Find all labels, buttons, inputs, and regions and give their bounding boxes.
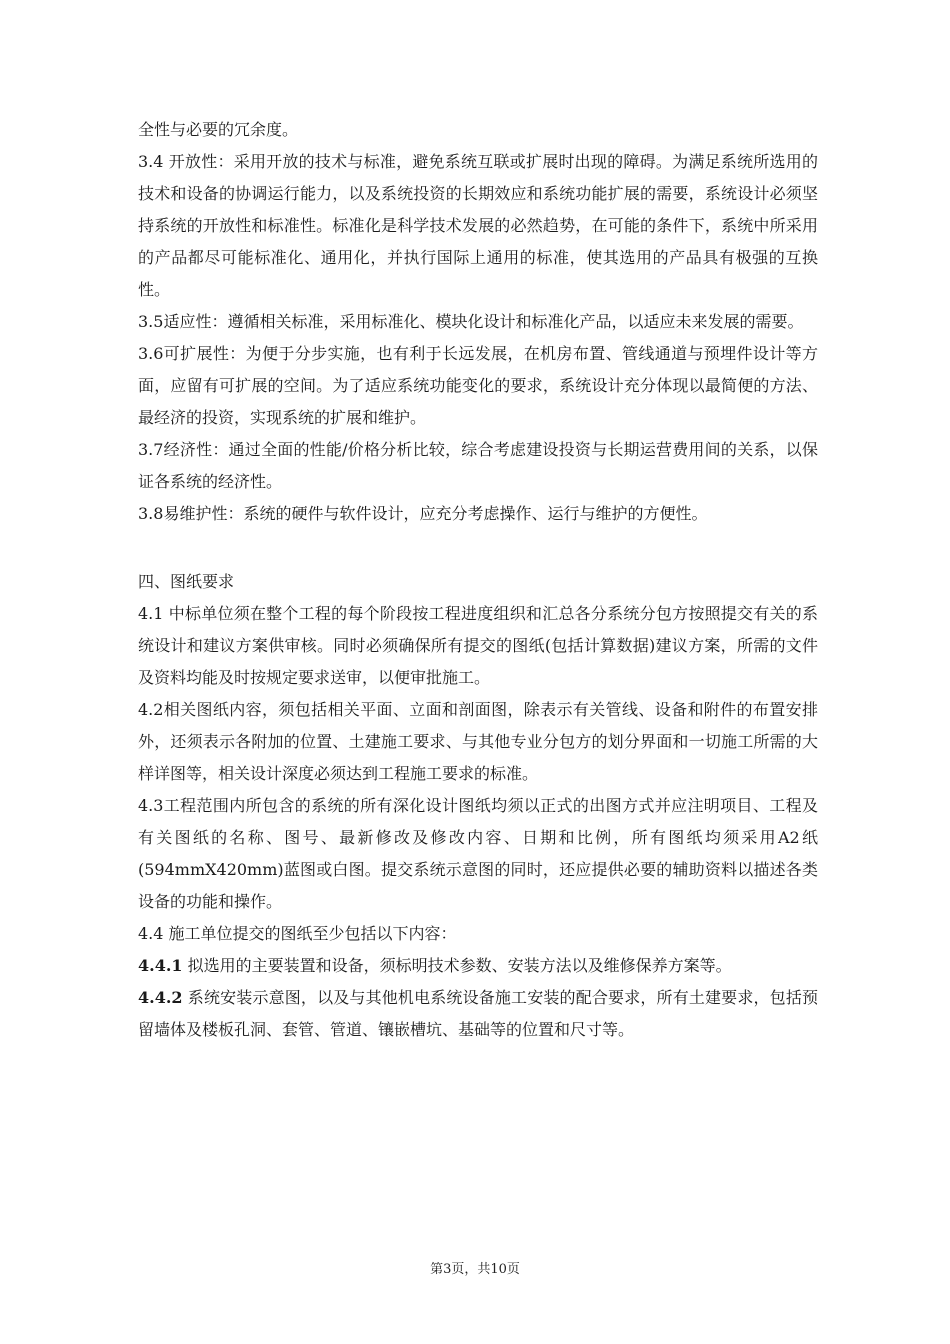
clause-number: 4.4.2 [138, 988, 183, 1007]
clause-number: 4.4.1 [138, 956, 183, 975]
paragraph-economy: 3.7经济性：通过全面的性能/价格分析比较，综合考虑建设投资与长期运营费用间的关系，以保证各系统的经济性。 [138, 440, 818, 491]
paragraph-adaptability: 3.5适应性：遵循相关标准，采用标准化、模块化设计和标准化产品，以适应未来发展的需要。 [138, 312, 804, 331]
section-gap [138, 530, 818, 566]
paragraph-4-3: 4.3工程范围内所包含的系统的所有深化设计图纸均须以正式的出图方式并应注明项目、工程及有关图纸的名称、图号、最新修改及修改内容、日期和比例，所有图纸均须采用A2纸(594mmX420mm)蓝图或白图。提交系统示意图的同时，还应提供必要的辅助资料以描述各类设备的功能和操作。 [138, 796, 818, 911]
document-body [138, 114, 818, 1046]
section-heading-drawing-requirements: 四、图纸要求 [138, 572, 235, 591]
paragraph-openness: 3.4 开放性：采用开放的技术与标准，避免系统互联或扩展时出现的障碍。为满足系统所选用的技术和设备的协调运行能力，以及系统投资的长期效应和系统功能扩展的需要，系统设计必须坚持系统的开放性和标准性。标准化是科学技术发展的必然趋势，在可能的条件下，系统中所采用的产品都尽可能标准化、通用化，并执行国际上通用的标准，使其选用的产品具有极强的互换性。 [138, 152, 818, 299]
paragraph-4-4-2: 4.4.2 系统安装示意图，以及与其他机电系统设备施工安装的配合要求，所有土建要求，包括预留墙体及楼板孔洞、套管、管道、镶嵌槽坑、基础等的位置和尺寸等。 [138, 988, 818, 1039]
paragraph-4-4: 4.4 施工单位提交的图纸至少包括以下内容： [138, 924, 457, 943]
paragraph-redundancy: 全性与必要的冗余度。 [138, 120, 299, 139]
page-footer: 第3页，共10页 [430, 1262, 520, 1277]
paragraph-maintainability: 3.8易维护性：系统的硬件与软件设计，应充分考虑操作、运行与维护的方便性。 [138, 504, 708, 523]
paragraph-4-2: 4.2相关图纸内容，须包括相关平面、立面和剖面图，除表示有关管线、设备和附件的布置安排外，还须表示各附加的位置、土建施工要求、与其他专业分包方的划分界面和一切施工所需的大样详图等，相关设计深度必须达到工程施工要求的标准。 [138, 700, 818, 783]
paragraph-scalability: 3.6可扩展性：为便于分步实施，也有利于长远发展，在机房布置、管线通道与预埋件设计等方面，应留有可扩展的空间。为了适应系统功能变化的要求，系统设计充分体现以最简便的方法、最经济的投资，实现系统的扩展和维护。 [138, 344, 818, 427]
paragraph-4-1: 4.1 中标单位须在整个工程的每个阶段按工程进度组织和汇总各分系统分包方按照提交有关的系统设计和建议方案供审核。同时必须确保所有提交的图纸(包括计算数据)建议方案，所需的文件及资料均能及时按规定要求送审，以便审批施工。 [138, 604, 818, 687]
paragraph-4-4-1: 4.4.1 拟选用的主要装置和设备，须标明技术参数、安装方法以及维修保养方案等。 [138, 956, 732, 975]
